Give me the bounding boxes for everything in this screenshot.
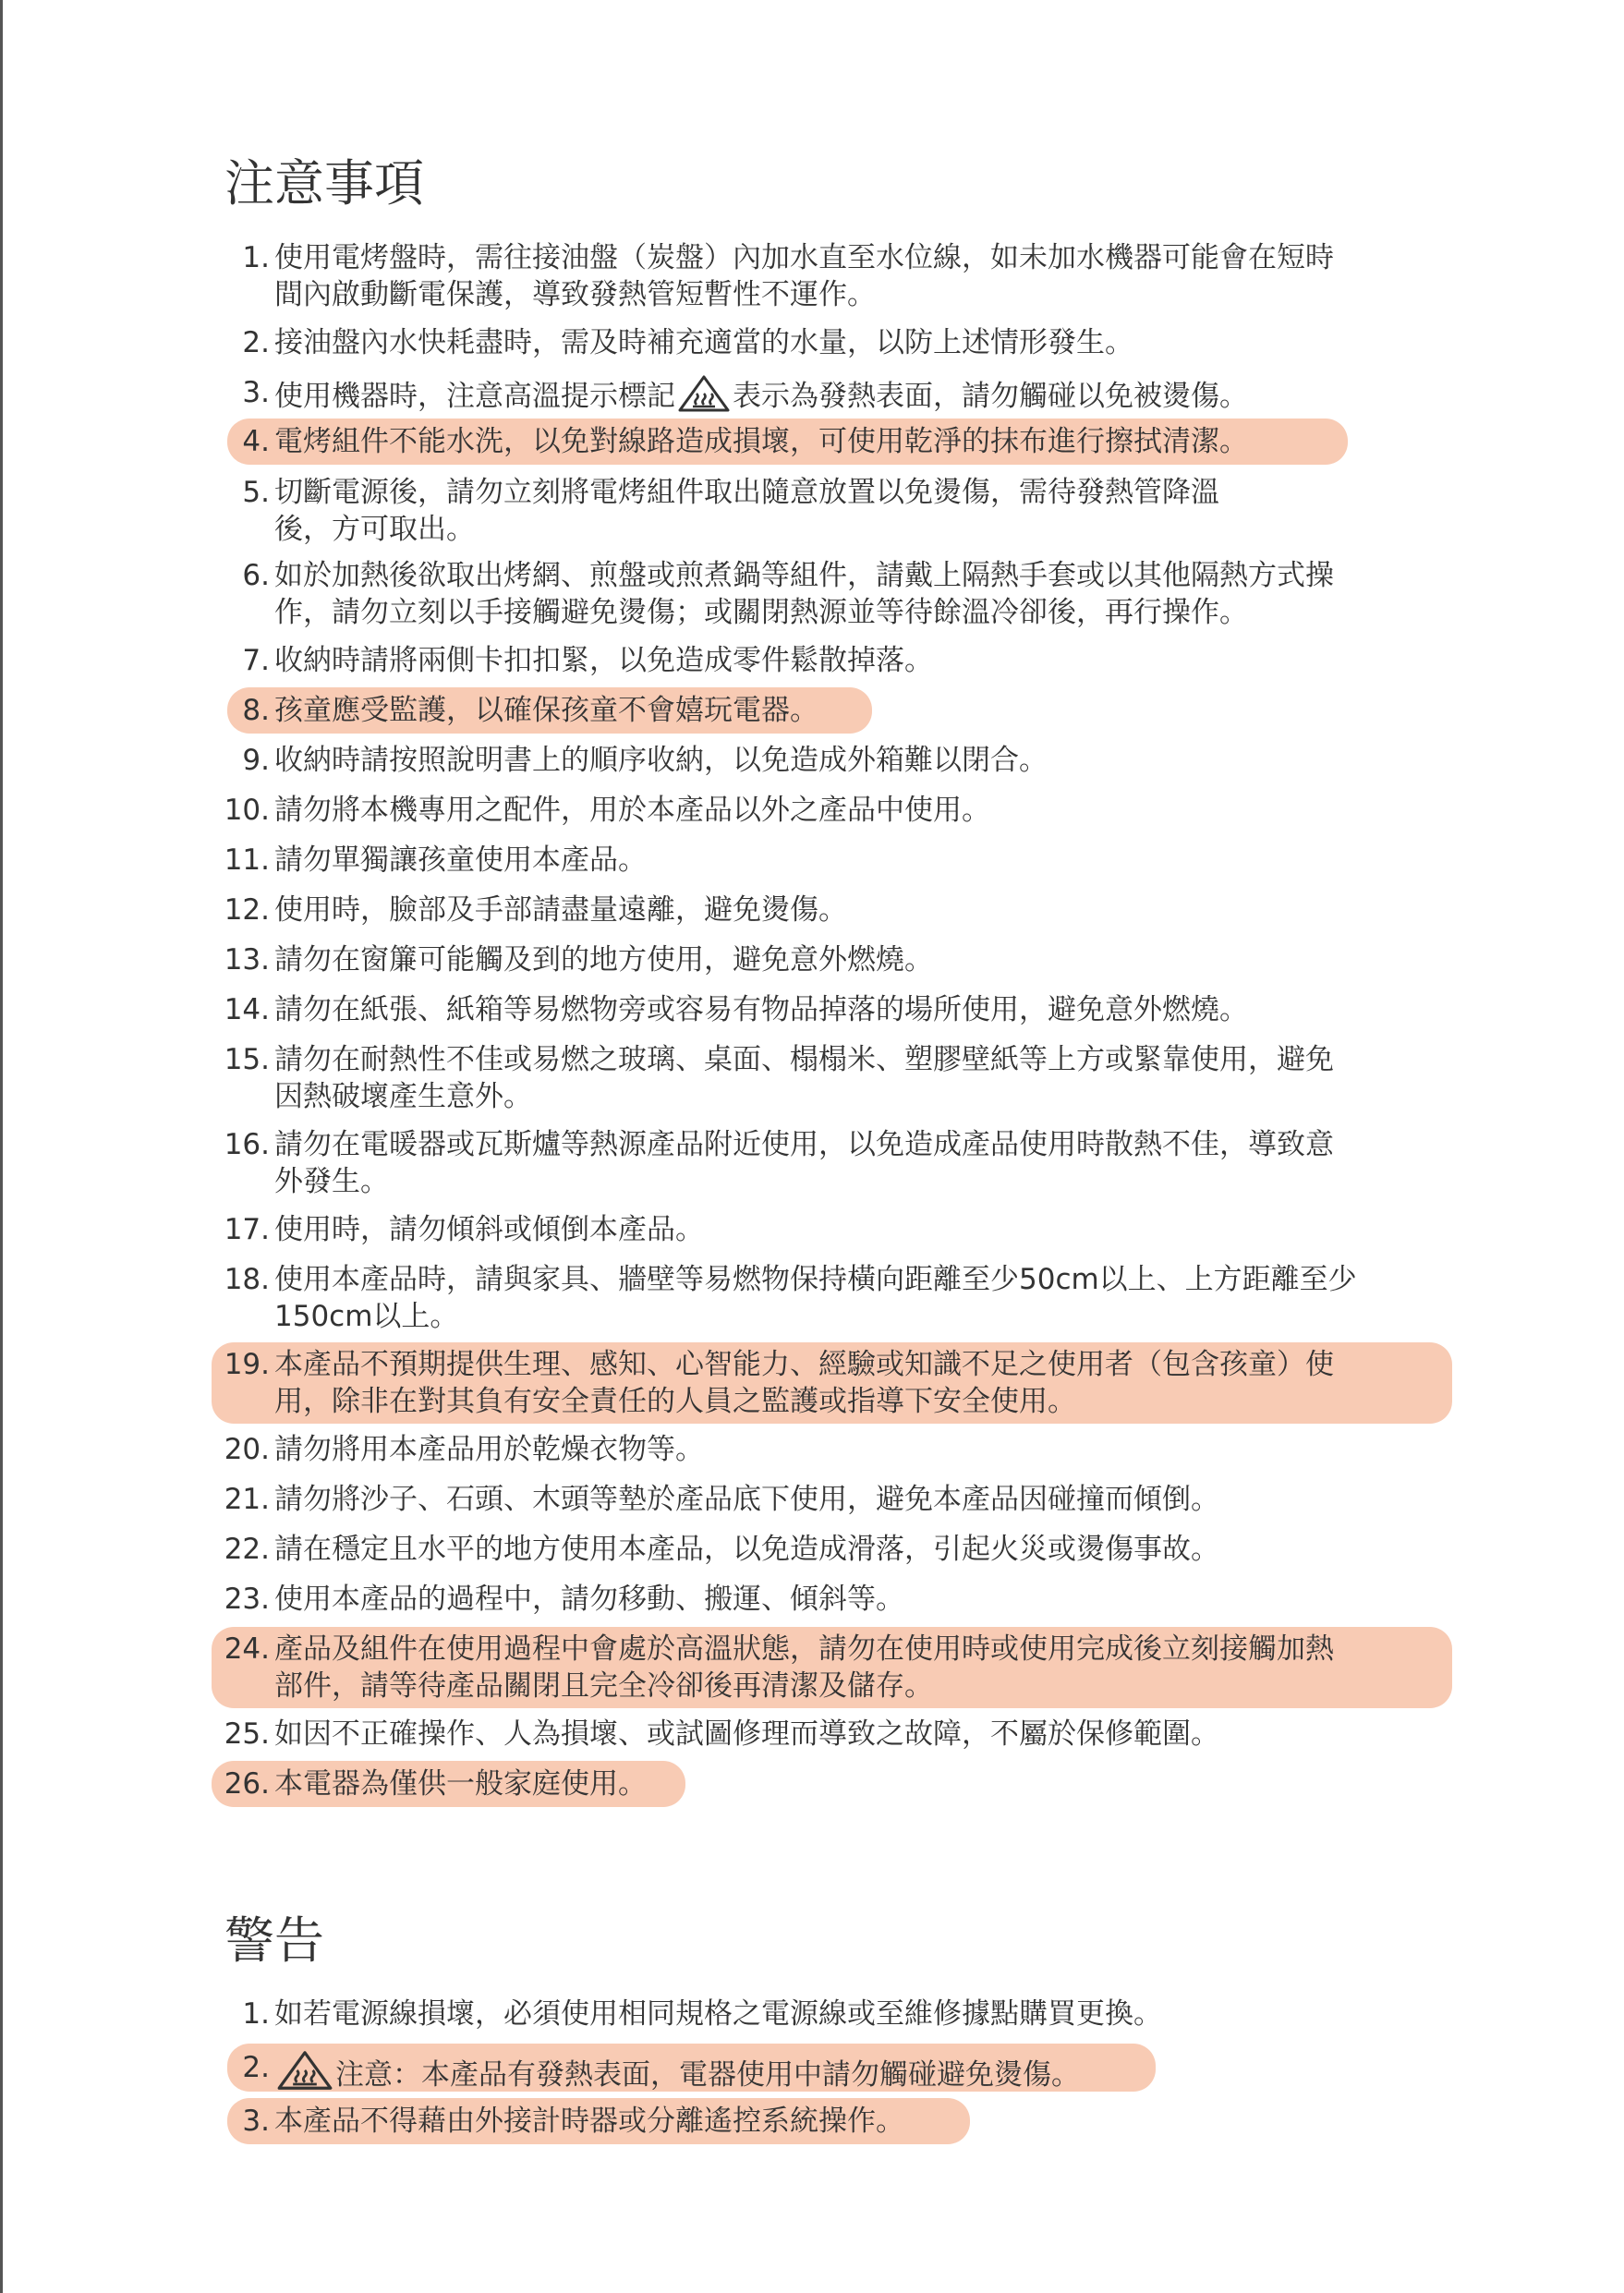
item-text: 請勿將用本產品用於乾燥衣物等。 bbox=[274, 1433, 704, 1466]
precautions-title: 注意事項 bbox=[224, 154, 424, 212]
item-number: 13. bbox=[224, 943, 270, 977]
item-text: 接油盤內水快耗盡時，需及時補充適當的水量，以防上述情形發生。 bbox=[274, 326, 1133, 359]
item-text-before-icon: 使用機器時，注意高溫提示標記 bbox=[274, 380, 675, 413]
item-number: 5. bbox=[242, 476, 270, 509]
item-number: 6. bbox=[242, 559, 270, 592]
item-number: 18. bbox=[224, 1263, 270, 1296]
item-number: 2. bbox=[242, 326, 270, 359]
item-text: 孩童應受監護，以確保孩童不會嬉玩電器。 bbox=[274, 694, 818, 727]
item-text: 本產品不預期提供生理、感知、心智能力、經驗或知識不足之使用者（包含孩童）使 用，除非在對其負有安全責任的人員之監護或指導下安全使用。 bbox=[274, 1348, 1334, 1418]
item-text: 請勿在耐熱性不佳或易燃之玻璃、桌面、榻榻米、塑膠壁紙等上方或緊靠使用，避免 因熱破壞產生意外。 bbox=[274, 1043, 1334, 1113]
item-text: 如若電源線損壞，必須使用相同規格之電源線或至維修據點購買更換。 bbox=[274, 1997, 1162, 2031]
item-number: 11. bbox=[224, 843, 270, 877]
item-text: 使用時，請勿傾斜或傾倒本產品。 bbox=[274, 1213, 704, 1246]
item-number: 14. bbox=[224, 993, 270, 1026]
item-text: 本產品不得藉由外接計時器或分離遙控系統操作。 bbox=[274, 2105, 904, 2138]
item-number: 1. bbox=[242, 241, 270, 274]
item-number: 2. bbox=[242, 2051, 270, 2084]
item-text: 本電器為僅供一般家庭使用。 bbox=[274, 1767, 647, 1801]
item-number: 3. bbox=[242, 376, 270, 409]
item-text: 請勿將本機專用之配件，用於本產品以外之產品中使用。 bbox=[274, 794, 990, 827]
item-text: 產品及組件在使用過程中會處於高溫狀態，請勿在使用時或使用完成後立刻接觸加熱 部件，請等待產品關閉且完全冷卻後再清潔及儲存。 bbox=[274, 1632, 1334, 1703]
item-number: 19. bbox=[224, 1348, 270, 1381]
hot-surface-warning-icon bbox=[276, 2049, 333, 2092]
item-text: 請勿在電暖器或瓦斯爐等熱源產品附近使用，以免造成產品使用時散熱不佳，導致意 外發生。 bbox=[274, 1128, 1334, 1198]
hot-surface-warning-icon bbox=[677, 374, 731, 413]
item-text: 如因不正確操作、人為損壞、或試圖修理而導致之故障，不屬於保修範圍。 bbox=[274, 1717, 1219, 1751]
item-number: 23. bbox=[224, 1583, 270, 1616]
item-number: 16. bbox=[224, 1128, 270, 1161]
item-text bbox=[274, 2049, 1466, 2093]
item-number: 10. bbox=[224, 794, 270, 827]
page-left-border bbox=[0, 0, 3, 2293]
item-text: 如於加熱後欲取出烤網、煎盤或煎煮鍋等組件，請戴上隔熱手套或以其他隔熱方式操 作，請勿立刻以手接觸避免燙傷；或關閉熱源並等待餘溫冷卻後，再行操作。 bbox=[274, 559, 1334, 629]
item-text: 使用時，臉部及手部請盡量遠離，避免燙傷。 bbox=[274, 893, 847, 927]
item-text: 請勿在窗簾可能觸及到的地方使用，避免意外燃燒。 bbox=[274, 943, 933, 977]
item-number: 17. bbox=[224, 1213, 270, 1246]
item-text: 切斷電源後，請勿立刻將電烤組件取出隨意放置以免燙傷，需待發熱管降溫 後，方可取出。 bbox=[274, 476, 1219, 546]
item-number: 3. bbox=[242, 2105, 270, 2138]
item-number: 24. bbox=[224, 1632, 270, 1666]
item-text-after-icon: 表示為發熱表面，請勿觸碰以免被燙傷。 bbox=[733, 380, 1248, 413]
item-text: 使用本產品時，請與家具、牆壁等易燃物保持橫向距離至少50cm以上、上方距離至少 150cm以上。 bbox=[274, 1263, 1357, 1333]
item-text: 使用本產品的過程中，請勿移動、搬運、傾斜等。 bbox=[274, 1583, 904, 1616]
warnings-title: 警告 bbox=[224, 1911, 324, 1970]
item-number: 7. bbox=[242, 644, 270, 677]
item-number: 22. bbox=[224, 1533, 270, 1566]
item-number: 20. bbox=[224, 1433, 270, 1466]
item-text: 請在穩定且水平的地方使用本產品，以免造成滑落，引起火災或燙傷事故。 bbox=[274, 1533, 1219, 1566]
item-text: 收納時請按照說明書上的順序收納，以免造成外箱難以閉合。 bbox=[274, 744, 1048, 777]
item-number: 1. bbox=[242, 1997, 270, 2031]
item-number: 21. bbox=[224, 1483, 270, 1516]
item-text: 電烤組件不能水洗，以免對線路造成損壞，可使用乾淨的抹布進行擦拭清潔。 bbox=[274, 425, 1248, 458]
warning-caution-text: 注意：本產品有發熱表面，電器使用中請勿觸碰避免燙傷。 bbox=[335, 2058, 1080, 2092]
item-number: 9. bbox=[242, 744, 270, 777]
item-text: 使用電烤盤時，需往接油盤（炭盤）內加水直至水位線，如未加水機器可能會在短時 間內啟動斷電保護，導致發熱管短暫性不運作。 bbox=[274, 241, 1334, 311]
item-text: 請勿單獨讓孩童使用本產品。 bbox=[274, 843, 647, 877]
item-text: 請勿在紙張、紙箱等易燃物旁或容易有物品掉落的場所使用，避免意外燃燒。 bbox=[274, 993, 1248, 1026]
item-number: 4. bbox=[242, 425, 270, 458]
item-text bbox=[274, 374, 1466, 415]
item-number: 12. bbox=[224, 893, 270, 927]
item-number: 8. bbox=[242, 694, 270, 727]
item-number: 25. bbox=[224, 1717, 270, 1751]
item-number: 15. bbox=[224, 1043, 270, 1076]
item-text: 收納時請將兩側卡扣扣緊，以免造成零件鬆散掉落。 bbox=[274, 644, 933, 677]
item-text: 請勿將沙子、石頭、木頭等墊於產品底下使用，避免本產品因碰撞而傾倒。 bbox=[274, 1483, 1219, 1516]
item-number: 26. bbox=[224, 1767, 270, 1801]
